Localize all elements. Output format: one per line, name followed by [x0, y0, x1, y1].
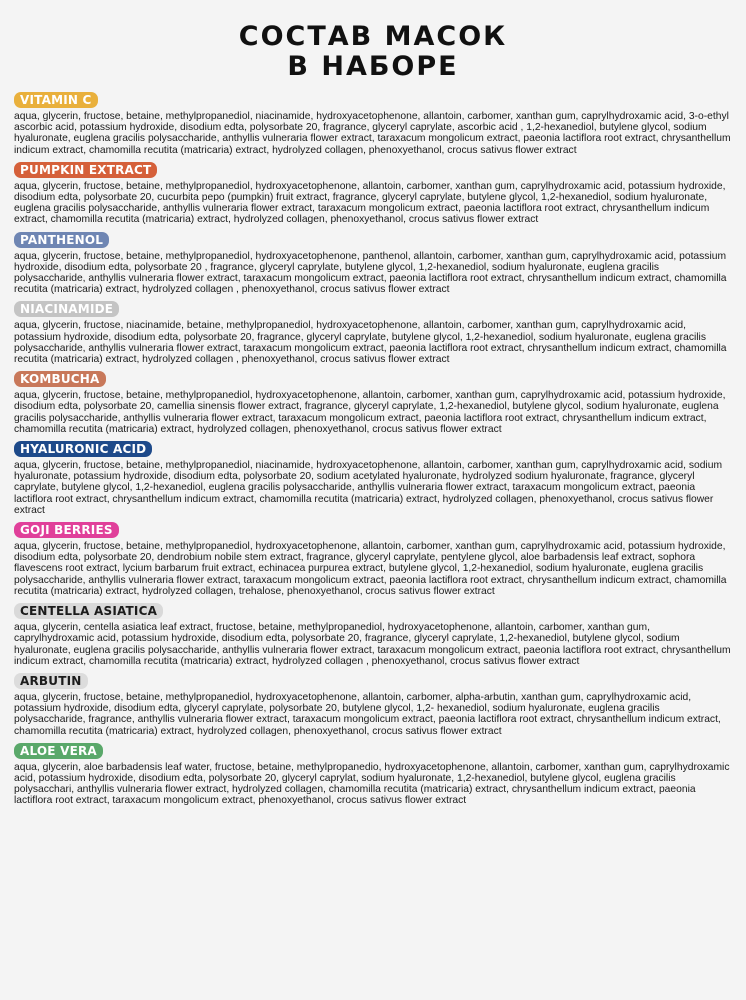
section-hyaluronic-acid — [14, 440, 732, 516]
section-badge: PUMPKIN EXTRACT — [14, 162, 157, 178]
ingredient-list: aqua, glycerin, fructose, betaine, methylpropanediol, hydroxyacetophenone, allantoin, carbomer, xanthan gum, caprylhydroxamic acid, potassium hydroxide, disodium edta, polysorbate 20, cucurbita pepo (pumpkin) fruit extract, fragrance, glyceryl caprylate, butylene glycol, 1,2-hexanediol, sodium hyaluronate, euglena gracilis polysaccharide, anthyllis vulneraria flower extract, taraxacum mongolicum extract, paeonia lactiflora root extract, chrysanthellum indicum extract, chamomilla recutita (matricaria) extract, hydrolyzed collagen, phenoxyethanol, crocus sativus flower extract — [14, 180, 726, 226]
ingredient-list: aqua, glycerin, fructose, betaine, methylpropanediol, hydroxyacetophenone, allantoin, carbomer, xanthan gum, caprylhydroxamic acid, potassium hydroxide, disodium edta, polysorbate 20, dendrobium nobile stem extract, fragrance, glyceryl caprylate, pentylene glycol, aloe barbadensis leaf extract, sophora flavescens root extract, lycium barbarum fruit extract, echinacea purpurea extract, butylene glycol, 1,2-hexanediol, sodium hyaluronate, euglena gracilis polysaccharide, anthyllis vulneraria flower extract, taraxacum mongolicum extract, paeonia lactiflora root extract, chrysanthellum indicum extract, chamomilla recutita (matricaria) extract, hydrolyzed collagen, trehalose, phenoxyethanol, crocus sativus flower extract — [14, 541, 727, 597]
ingredient-sections — [14, 91, 732, 807]
section-badge: PANTHENOL — [14, 232, 109, 248]
ingredient-list: aqua, glycerin, aloe barbadensis leaf water, fructose, betaine, methylpropanedio, hydroxyacetophenone, allantoin, carbomer, xanthan gum, caprylhydroxamic acid, potassium hydroxide, disodium edta, polysorbate 20, glyceryl caprylat, sodium hyaluronate, 1,2-hexanediol, butylene glycol, euglena gracilis polysacchari, anthyllis vulneraria flower extract, hydrolyzed collagen, chamomilla recutita (matricaria) extract, chrysanthellum indicum extract, paeonia lactiflora root extract, taraxacum mongolicum extract, phenoxyethanol, crocus sativus flower extract — [14, 761, 730, 807]
ingredient-list: aqua, glycerin, fructose, betaine, methylpropanediol, hydroxyacetophenone, panthenol, allantoin, carbomer, xanthan gum, caprylhydroxamic acid, potassium hydroxide, disodium edta, polysorbate 20 , fragrance, glyceryl caprylate, butylene glycol, 1,2-hexanediol, sodium hyaluronate, euglena gracilis polysaccharide, anthyllis vulneraria flower extract, taraxacum mongolicum extract, paeonia lactiflora root extract, chrysanthellum indicum extract, chamomilla recutita (matricaria) extract, hydrolyzed collagen , phenoxyethanol, crocus sativus flower extract — [14, 250, 727, 296]
section-badge: KOMBUCHA — [14, 371, 106, 387]
page-title — [14, 0, 732, 82]
section-badge: GOJI BERRIES — [14, 522, 119, 538]
section-panthenol — [14, 231, 732, 296]
section-vitamin-c — [14, 91, 732, 156]
section-pumpkin-extract — [14, 161, 732, 226]
section-badge: VITAMIN C — [14, 92, 98, 108]
section-kombucha — [14, 370, 732, 435]
ingredient-list: aqua, glycerin, fructose, betaine, methylpropanediol, hydroxyacetophenone, allantoin, carbomer, xanthan gum, caprylhydroxamic acid, potassium hydroxide, disodium edta, polysorbate 20, camellia sinensis flower extract, fragrance, glyceryl caprylate, 1,2-hexanediol, butylene glycol, sodium hyaluronate, euglena gracilis polysaccharide, anthyllis vulneraria flower extract, taraxacum mongolicum extract, paeonia lactiflora root extract, chrysanthellum indicum extract, chamomilla recutita (matricaria) extract, hydrolyzed collagen, phenoxyethanol, crocus sativus flower extract — [14, 390, 726, 435]
ingredient-list: aqua, glycerin, fructose, niacinamide, betaine, methylpropanediol, hydroxyacetophenone, allantoin, carbomer, xanthan gum, caprylhydroxamic acid, potassium hydroxide, disodium edta, polysorbate 20, fragrance, glyceryl caprylate, butylene glycol, 1,2-hexanediol, sodium hyaluronate, euglena gracilis polysaccharide, anthyllis vulneraria flower extract, taraxacum mongolicum extract, paeonia lactiflora root extract, chrysanthellum indicum extract, chamomilla recutita (matricaria) extract, hydrolyzed collagen , phenoxyethanol, crocus sativus flower extract — [14, 320, 727, 366]
section-badge: NIACINAMIDE — [14, 301, 119, 317]
section-aloe-vera — [14, 742, 732, 807]
section-goji-berries — [14, 521, 732, 597]
section-arbutin — [14, 672, 732, 737]
section-niacinamide — [14, 300, 732, 365]
section-badge: HYALURONIC ACID — [14, 441, 152, 457]
title-line-1: СОСТАВ МАСОК — [238, 21, 508, 52]
section-badge: ALOE VERA — [14, 743, 103, 759]
ingredient-list: aqua, glycerin, fructose, betaine, methylpropanediol, niacinamide, hydroxyacetophenone, allantoin, carbomer, xanthan gum, caprylhydroxamic acid, sodium hyaluronate, potassium hydroxide, disodium edta, polysorbate 20, sodium acetylated hyaluronate, hydrolyzed sodium hyaluronate, fragrance, glyceryl caprylate, butylene glycol, 1,2-hexanediol, euglena gracilis polysaccharide, anthyllis vulneraria flower extract, taraxacum mongolicum extract, paeonia lactiflora root extract, chrysanthellum indicum extract, chamomilla recutita (matricaria) extract, hydrolyzed collagen, phenoxyethanol, crocus sativus flower extract — [14, 460, 723, 516]
title-line-2: В НАБОРЕ — [287, 51, 459, 82]
section-badge: ARBUTIN — [14, 673, 88, 689]
ingredient-list: aqua, glycerin, fructose, betaine, methylpropanediol, niacinamide, hydroxyacetophenone, allantoin, carbomer, xanthan gum, caprylhydroxamic acid, 3-o-ethyl ascorbic acid, potassium hydroxide, disodium edta, polysorbate 20, fragrance, glyceryl caprylate, ascorbic acid , 1,2-hexanediol, butylene glycol, sodium hyaluronate, euglena gracilis polysaccharide, anthyllis vulneraria flower extract, taraxacum mongolicum extract, paeonia lactiflora root extract, chrysanthellum indicum extract, chamomilla recutita (matricaria) extract, hydrolyzed collagen, phenoxyethanol, crocus sativus flower extract — [14, 111, 731, 156]
ingredient-list: aqua, glycerin, fructose, betaine, methylpropanediol, hydroxyacetophenone, allantoin, carbomer, alpha-arbutin, xanthan gum, caprylhydroxamic acid, potassium hydroxide, disodium edta, glyceryl caprylate, polysorbate 20, butylene glycol, 1,2- hexanediol, sodium hyaluronate, euglena gracilis polysaccharide, fragrance, anthyllis vulneraria flower extract, taraxacum mongolicum extract, paeonia lactiflora root extract, chrysanthellum indicum extract, chamomilla recutita (matricaria) extract, hydrolyzed collagen, phenoxyethanol, crocus sativus flower extract — [14, 691, 721, 737]
section-centella-asiatica — [14, 602, 732, 667]
ingredient-list: aqua, glycerin, centella asiatica leaf extract, fructose, betaine, methylpropanediol, hydroxyacetophenone, allantoin, carbomer, xanthan gum, caprylhydroxamic acid, potassium hydroxide, disodium edta, polysorbate 20, fragrance, glyceryl caprylate, 1,2-hexanediol, butylene glycol, sodium hyaluronate, euglena gracilis polysaccharide, anthyllis vulneraria flower extract, taraxacum mongolicum extract, paeonia lactiflora root extract, chrysanthellum indicum extract, chamomilla recutita (matricaria) extract, hydrolyzed collagen , phenoxyethanol, crocus sativus flower extract — [14, 622, 731, 667]
section-badge: CENTELLA ASIATICA — [14, 603, 163, 619]
